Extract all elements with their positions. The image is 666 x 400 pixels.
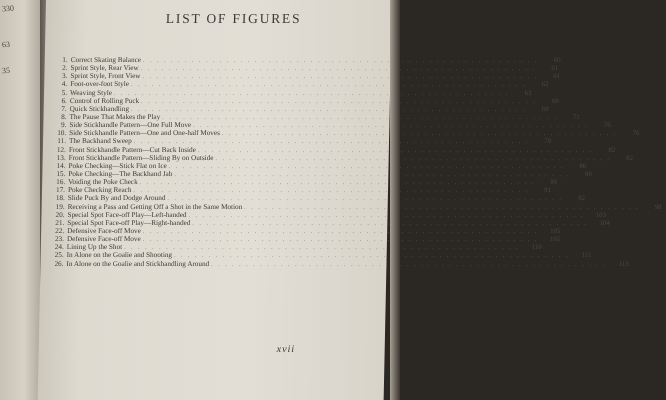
- dot-leader: [174, 171, 570, 179]
- facing-page: [0, 0, 44, 400]
- page-number: xvii: [276, 344, 296, 355]
- list-item: [52, 72, 561, 81]
- figure-number: 8.: [61, 112, 67, 121]
- figure-title: Side Stickhandle Pattern—One and One-half Moves: [69, 129, 220, 138]
- figure-page: 76: [603, 122, 611, 130]
- dot-leader: [211, 261, 607, 269]
- facing-page-number: 330: [1, 3, 15, 14]
- figure-page: 61: [553, 73, 561, 81]
- figure-title: In Alone on the Goalie and Stickhandling Around: [66, 259, 210, 268]
- figure-title: Lining Up the Shot: [66, 243, 123, 252]
- figure-title: Poke Checking Reach: [67, 186, 132, 195]
- figure-title: Sprint Style, Rear View: [70, 64, 139, 73]
- figure-title: Side Stickhandle Pattern—One Full Move: [69, 121, 192, 130]
- figure-list: [48, 56, 662, 268]
- dot-leader: [174, 252, 570, 260]
- dot-leader: [169, 163, 565, 171]
- list-item: [51, 137, 552, 146]
- facing-page-number: 63: [1, 39, 11, 50]
- figure-page: 82: [626, 154, 634, 162]
- dot-leader: [141, 65, 537, 73]
- list-item: [52, 80, 549, 89]
- list-item: [52, 64, 559, 73]
- list-item: [51, 153, 634, 162]
- figure-title: Defensive Face-off Move: [66, 235, 141, 244]
- list-item: [51, 129, 640, 138]
- figure-page: 79: [544, 138, 552, 146]
- figure-number: 7.: [61, 104, 67, 113]
- dot-leader: [143, 57, 539, 65]
- list-item: [49, 210, 607, 219]
- list-item: [52, 104, 549, 113]
- figure-number: 9.: [60, 121, 67, 130]
- figure-page: 76: [632, 130, 640, 138]
- figure-page: 88: [584, 170, 592, 178]
- dot-leader: [222, 130, 618, 138]
- dot-leader: [140, 179, 536, 187]
- dot-leader: [131, 106, 527, 114]
- list-item: [49, 243, 542, 252]
- dot-leader: [143, 236, 539, 244]
- list-item: [50, 186, 552, 195]
- list-item: [53, 56, 561, 64]
- dot-leader: [142, 73, 538, 81]
- book-page: [38, 0, 662, 400]
- figure-number: 15.: [56, 169, 66, 178]
- figure-page: 92: [578, 195, 586, 203]
- dot-leader: [188, 212, 584, 220]
- figure-page: 69: [551, 97, 559, 105]
- figure-number: 11.: [57, 137, 67, 146]
- figure-page: 113: [618, 260, 629, 268]
- figure-number: 12.: [56, 145, 66, 154]
- figure-title: Quick Stickhandling: [69, 104, 130, 113]
- list-item: [50, 178, 558, 187]
- list-item: [49, 251, 592, 260]
- figure-page: 105: [550, 227, 561, 235]
- figure-title: Slide Puck By and Dodge Around: [67, 194, 166, 203]
- figure-number: 4.: [61, 80, 68, 89]
- figure-page: 61: [551, 65, 559, 73]
- dot-leader: [244, 204, 640, 212]
- figure-title: Front Stickhandle Pattern—Sliding By on Outside: [68, 153, 214, 162]
- page-edge: [390, 0, 400, 400]
- figure-page: 63: [524, 89, 532, 97]
- figure-number: 3.: [61, 72, 68, 81]
- list-item: [52, 96, 559, 105]
- figure-page: 69: [541, 105, 549, 113]
- figure-number: 14.: [56, 161, 66, 170]
- list-item: [52, 88, 532, 97]
- dot-leader: [133, 187, 529, 195]
- figure-page: 111: [581, 252, 592, 260]
- page-title: LIST OF FIGURES: [165, 11, 302, 26]
- figure-number: 20.: [55, 210, 65, 219]
- figure-page: 103: [595, 211, 607, 219]
- figure-title: Receiving a Pass and Getting Off a Shot in the Same Motion: [67, 202, 243, 211]
- figure-title: Control of Rolling Puck: [69, 96, 140, 105]
- figure-number: 22.: [55, 226, 65, 235]
- figure-page: 110: [531, 244, 542, 252]
- figure-page: 62: [541, 81, 549, 89]
- figure-number: 21.: [55, 218, 65, 227]
- figure-title: Defensive Face-off Move: [67, 226, 141, 235]
- figure-title: Poke Checking—Stick Flat on Ice: [68, 161, 167, 170]
- figure-number: 2.: [62, 64, 68, 73]
- figure-title: Correct Skating Balance: [70, 56, 142, 64]
- dot-leader: [162, 114, 558, 122]
- figure-title: Special Spot Face-off Play—Right-handed: [67, 218, 191, 227]
- list-item: [48, 259, 629, 268]
- figure-page: 91: [544, 187, 552, 195]
- list-item: [51, 112, 580, 121]
- list-item: [49, 218, 610, 227]
- figure-number: 10.: [57, 129, 67, 138]
- figure-page: 98: [654, 203, 662, 211]
- figure-number: 19.: [55, 202, 65, 211]
- figure-number: 5.: [61, 88, 68, 97]
- dot-leader: [215, 155, 611, 163]
- list-item: [50, 161, 587, 170]
- figure-number: 13.: [56, 153, 66, 162]
- figure-number: 26.: [54, 259, 64, 268]
- dot-leader: [131, 81, 527, 89]
- figure-number: 1.: [62, 56, 68, 64]
- figure-title: Special Spot Face-off Play—Left-handed: [67, 210, 187, 219]
- figure-page: 89: [550, 179, 558, 187]
- figure-title: Poke Checking—The Backhand Jab: [68, 169, 173, 178]
- list-item: [49, 235, 561, 244]
- figure-number: 25.: [54, 251, 64, 260]
- figure-title: Voiding the Poke Check: [68, 178, 138, 187]
- figure-title: Weaving Style: [69, 88, 113, 97]
- figure-number: 17.: [55, 186, 66, 195]
- figure-title: The Pause That Makes the Play: [69, 112, 161, 121]
- figure-number: 18.: [55, 194, 65, 203]
- list-item: [49, 226, 561, 235]
- list-item: [51, 121, 611, 130]
- figure-page: 82: [608, 146, 616, 154]
- figure-title: Foot-over-foot Style: [70, 80, 130, 89]
- figure-number: 24.: [54, 243, 64, 252]
- figure-number: 6.: [61, 96, 67, 105]
- dot-leader: [114, 90, 510, 98]
- figure-page: 60: [553, 57, 561, 64]
- figure-number: 16.: [56, 178, 66, 187]
- figure-title: The Backhand Sweep: [68, 137, 132, 146]
- list-item: [50, 202, 662, 211]
- figure-page: 104: [599, 219, 610, 227]
- list-item: [51, 145, 616, 154]
- dot-leader: [124, 244, 520, 252]
- figure-page: 105: [549, 236, 561, 244]
- figure-number: 23.: [54, 235, 65, 244]
- figure-title: In Alone on the Goalie and Shooting: [66, 251, 173, 260]
- figure-page: 86: [579, 162, 587, 170]
- dot-leader: [141, 98, 537, 106]
- figure-page: 71: [572, 113, 580, 121]
- facing-page-number: 35: [1, 65, 11, 76]
- list-item: [50, 169, 592, 178]
- figure-title: Front Stickhandle Pattern—Cut Back Inside: [68, 145, 196, 154]
- dot-leader: [143, 228, 539, 236]
- figure-title: Sprint Style, Front View: [70, 72, 141, 81]
- list-item: [50, 194, 586, 203]
